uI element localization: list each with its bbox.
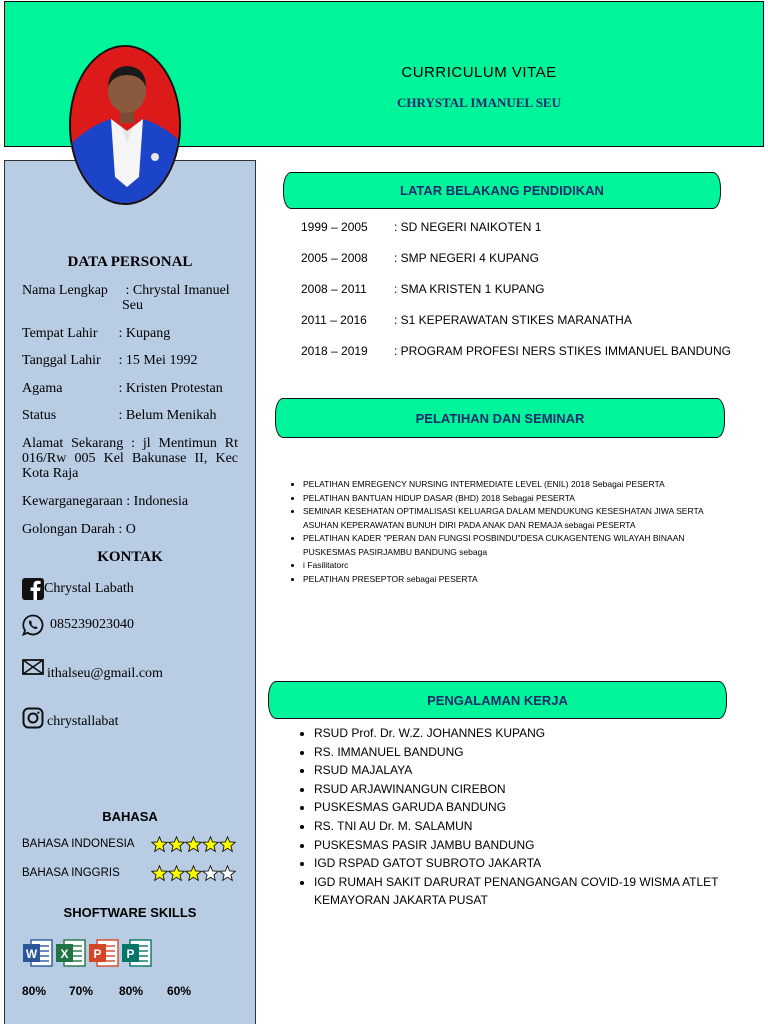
full-name-row: [22, 283, 230, 298]
full-name-value: : Chrystal Imanuel: [125, 283, 230, 298]
birthdate-label: Tanggal Lahir: [22, 353, 101, 368]
work-item: • PUSKESMAS PASIR JAMBU BANDUNG: [314, 836, 734, 855]
word-icon: [22, 937, 54, 969]
full-name-value-line2: Seu: [122, 298, 143, 313]
work-item: • RSUD Prof. Dr. W.Z. JOHANNES KUPANG: [314, 724, 734, 743]
education-years: 1999 – 2005: [301, 220, 368, 234]
work-item: • PUSKESMAS GARUDA BANDUNG: [314, 798, 734, 817]
religion-value: : Kristen Protestan: [118, 381, 223, 396]
svg-text:X: X: [60, 947, 69, 961]
word-percent: 80%: [22, 984, 47, 998]
contact-email[interactable]: [22, 652, 163, 682]
facebook-icon: [22, 578, 44, 600]
status-label: Status: [22, 408, 57, 423]
education-school: : SMP NEGERI 4 KUPANG: [394, 251, 539, 265]
publisher-icon: [121, 937, 153, 969]
powerpoint-percent: 80%: [119, 984, 144, 998]
education-years: 2018 – 2019: [301, 344, 368, 358]
svg-text:P: P: [126, 947, 135, 961]
training-item: • i Fasilitatorc: [303, 559, 725, 573]
whatsapp-icon: [22, 614, 44, 636]
star-filled-icon: [202, 836, 219, 853]
email-address: ithalseu@gmail.com: [47, 666, 163, 681]
star-filled-icon: [168, 836, 185, 853]
whatsapp-number: 085239023040: [50, 617, 134, 632]
software-heading: SHOFTWARE SKILLS: [63, 905, 197, 920]
instagram-handle: chrystallabat: [47, 714, 119, 729]
work-item: • RS. TNI AU Dr. M. SALAMUN: [314, 817, 734, 836]
work-item: • RS. IMMANUEL BANDUNG: [314, 743, 734, 762]
contact-facebook[interactable]: [22, 578, 134, 600]
education-years: 2008 – 2011: [301, 282, 367, 296]
education-years: 2011 – 2016: [301, 313, 367, 327]
birthplace-label: Tempat Lahir: [22, 326, 98, 341]
star-filled-icon: [168, 865, 185, 882]
full-name-label: Nama Lengkap: [22, 283, 108, 298]
excel-percent: 70%: [69, 984, 94, 998]
training-item: • PELATIHAN KADER "PERAN DAN FUNGSI POSBINDU"DESA CUKAGENTENG WILAYAH BINAAN PUSKESMAS PASIRJAMBU BANDUNG sebaga: [303, 532, 725, 559]
status-value: : Belum Menikah: [118, 408, 217, 423]
contact-instagram[interactable]: [22, 706, 119, 730]
education-years: 2005 – 2008: [301, 251, 368, 265]
star-filled-icon: [151, 836, 168, 853]
citizenship-text: Kewarganegaraan : Indonesia: [22, 494, 189, 509]
education-banner: LATAR BELAKANG PENDIDIKAN: [283, 172, 721, 209]
blood-type-text: Golongan Darah : O: [22, 522, 136, 537]
religion-label: Agama: [22, 381, 63, 396]
religion-row: [22, 381, 223, 396]
work-item: • RSUD ARJAWINANGUN CIREBON: [314, 780, 734, 799]
language-indonesia-label: BAHASA INDONESIA: [22, 838, 135, 850]
education-school: : SD NEGERI NAIKOTEN 1: [394, 220, 542, 234]
language-heading: BAHASA: [102, 809, 158, 824]
language-indonesia-rating: [151, 836, 236, 853]
status-row: [22, 408, 217, 423]
svg-text:P: P: [93, 947, 102, 961]
powerpoint-icon: [88, 937, 120, 969]
training-item: • SEMINAR KESEHATAN OPTIMALISASI KELUARGA DALAM MENDUKUNG KESESHATAN JIWA SERTA ASUHAN KEPERAWATAN BUNUH DIRI PADA ANAK DAN REMAJA sebagai PESERTA: [303, 505, 725, 532]
star-filled-icon: [185, 865, 202, 882]
profile-photo-illustration: [71, 47, 181, 205]
contact-whatsapp[interactable]: [22, 614, 134, 636]
education-school: : SMA KRISTEN 1 KUPANG: [394, 282, 545, 296]
profile-photo: [69, 45, 181, 205]
birthplace-row: [22, 326, 170, 341]
training-item: • PELATIHAN PRESEPTOR sebagai PESERTA: [303, 573, 725, 587]
star-empty-icon: [219, 865, 236, 882]
star-filled-icon: [185, 836, 202, 853]
star-filled-icon: [151, 865, 168, 882]
birthdate-value: : 15 Mei 1992: [118, 353, 198, 368]
training-item: • PELATIHAN EMREGENCY NURSING INTERMEDIATE LEVEL (ENIL) 2018 Sebagai PESERTA: [303, 478, 725, 492]
birthplace-value: : Kupang: [118, 326, 171, 341]
work-item: • IGD RUMAH SAKIT DARURAT PENANGANGAN COVID-19 WISMA ATLET KEMAYORAN JAKARTA PUSAT: [314, 873, 734, 910]
excel-icon: [55, 937, 87, 969]
training-banner: PELATIHAN DAN SEMINAR: [275, 398, 725, 438]
instagram-icon: [22, 707, 44, 729]
publisher-percent: 60%: [167, 984, 192, 998]
language-english-rating: [151, 865, 236, 882]
facebook-name: Chrystal Labath: [44, 581, 134, 596]
star-empty-icon: [202, 865, 219, 882]
work-list: [294, 724, 734, 910]
education-school: : S1 KEPERAWATAN STIKES MARANATHA: [394, 313, 632, 327]
work-item: • IGD RSPAD GATOT SUBROTO JAKARTA: [314, 854, 734, 873]
svg-text:W: W: [25, 947, 38, 961]
training-item: • PELATIHAN BANTUAN HIDUP DASAR (BHD) 2018 Sebagai PESERTA: [303, 492, 725, 506]
training-list: [285, 478, 725, 586]
cv-name: CHRYSTAL IMANUEL SEU: [396, 95, 561, 110]
contact-heading: KONTAK: [97, 549, 163, 565]
work-item: • RSUD MAJALAYA: [314, 761, 734, 780]
personal-heading: DATA PERSONAL: [67, 254, 193, 270]
email-icon: [22, 656, 44, 678]
birthdate-row: [22, 353, 197, 368]
education-school: : PROGRAM PROFESI NERS STIKES IMMANUEL BANDUNG: [394, 344, 731, 358]
language-english-label: BAHASA INGGRIS: [22, 867, 120, 879]
cv-title: CURRICULUM VITAE: [401, 64, 557, 81]
star-filled-icon: [219, 836, 236, 853]
address-text: Alamat Sekarang : jl Mentimun Rt 016/Rw 005 Kel Bakunase II, Kec Kota Raja: [22, 436, 238, 481]
work-banner: PENGALAMAN KERJA: [268, 681, 727, 719]
